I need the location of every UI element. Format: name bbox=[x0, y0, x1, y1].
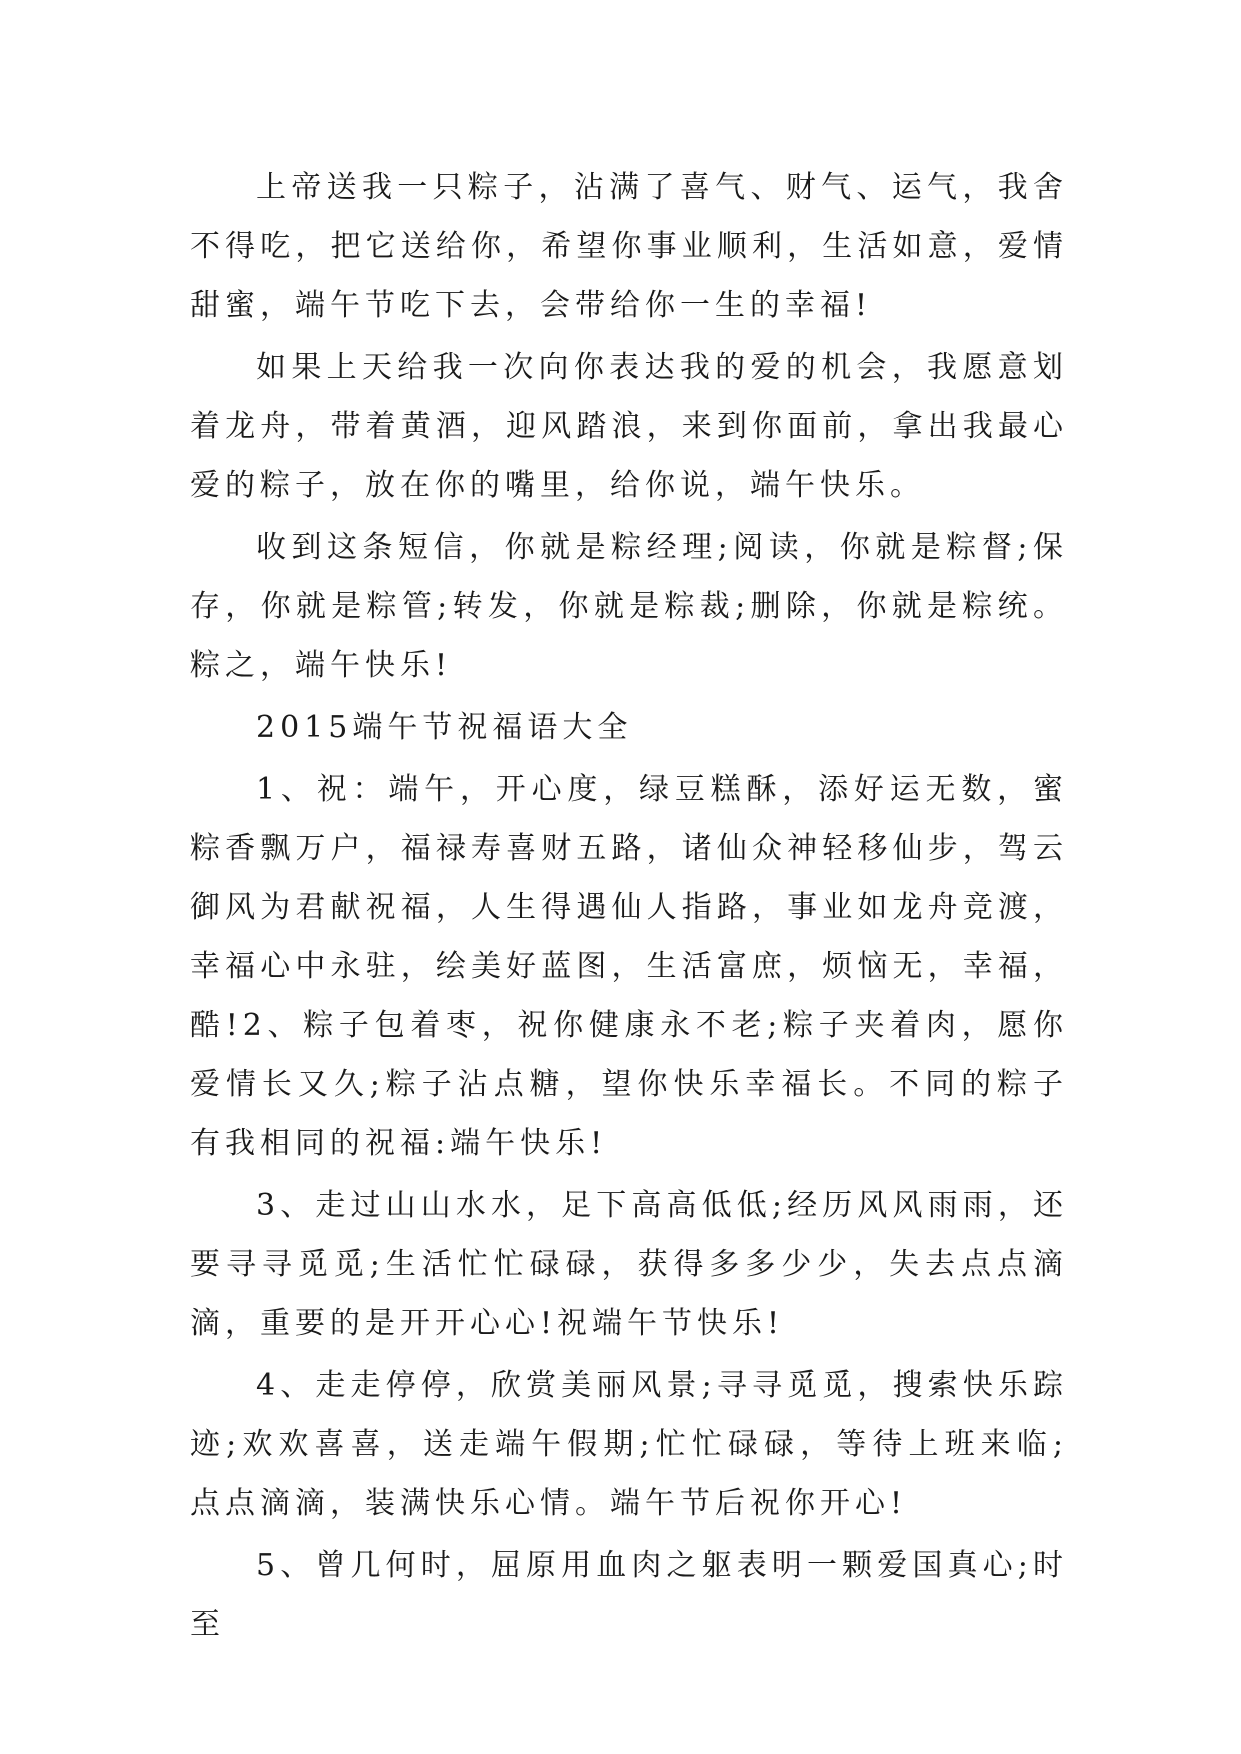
document-body bbox=[190, 158, 1068, 1654]
paragraph-sms-joke: 收到这条短信，你就是粽经理;阅读，你就是粽督;保存，你就是粽管;转发，你就是粽裁;删除，你就是粽统。粽之，端午快乐! bbox=[190, 530, 1068, 683]
paragraph-blessing-1-2: 1、祝：端午，开心度，绿豆糕酥，添好运无数，蜜粽香飘万户，福禄寿喜财五路，诸仙众神轻移仙步，驾云御风为君献祝福，人生得遇仙人指路，事业如龙舟竞渡，幸福心中永驻，绘美好蓝图，生活富庶，烦恼无，幸福，酷!2、粽子包着枣，祝你健康永不老;粽子夹着肉，愿你爱情长又久;粽子沾点糖，望你快乐幸福长。不同的粽子有我相同的祝福:端午快乐! bbox=[190, 772, 1068, 1161]
section-heading: 2015端午节祝福语大全 bbox=[256, 710, 633, 745]
paragraph-blessing-4: 4、走走停停，欣赏美丽风景;寻寻觅觅，搜索快乐踪迹;欢欢喜喜，送走端午假期;忙忙碌碌，等待上班来临;点点滴滴，装满快乐心情。端午节后祝你开心! bbox=[190, 1368, 1068, 1521]
paragraph-zongzi-blessing: 上帝送我一只粽子，沾满了喜气、财气、运气，我舍不得吃，把它送给你，希望你事业顺利，生活如意，爱情甜蜜，端午节吃下去，会带给你一生的幸福! bbox=[190, 170, 1068, 323]
paragraph-dragon-boat-wish: 如果上天给我一次向你表达我的爱的机会，我愿意划着龙舟，带着黄酒，迎风踏浪，来到你面前，拿出我最心爱的粽子，放在你的嘴里，给你说，端午快乐。 bbox=[190, 350, 1068, 503]
paragraph-blessing-5: 5、曾几何时，屈原用血肉之躯表明一颗爱国真心;时至 bbox=[190, 1548, 1068, 1642]
paragraph-blessing-3: 3、走过山山水水，足下高高低低;经历风风雨雨，还要寻寻觅觅;生活忙忙碌碌，获得多多少少，失去点点滴滴，重要的是开开心心!祝端午节快乐! bbox=[190, 1188, 1068, 1341]
